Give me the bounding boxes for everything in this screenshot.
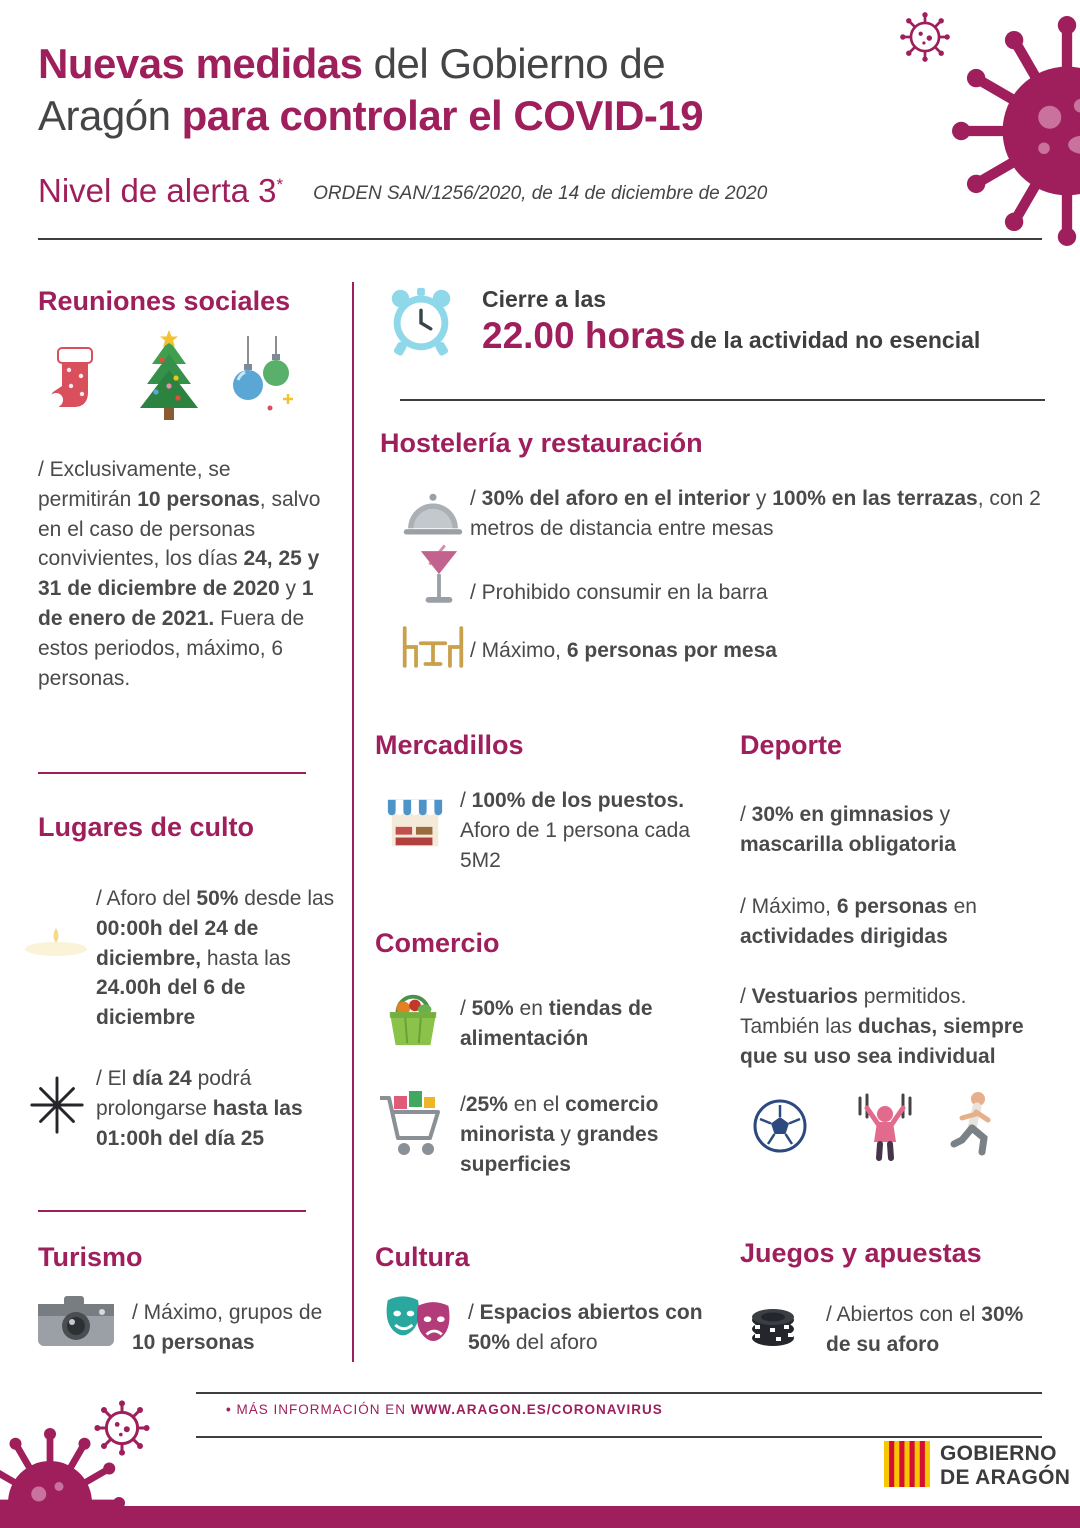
closing-banner xyxy=(482,286,1042,357)
section-title-comercio: Comercio xyxy=(375,928,500,958)
section-title-turismo: Turismo xyxy=(38,1242,143,1272)
logo-line2: DE ARAGÓN xyxy=(940,1465,1071,1489)
page-title-line1: Nuevas medidas del Gobierno de xyxy=(38,40,666,87)
star-icon xyxy=(28,1076,86,1134)
dumbbell-exercise-icon xyxy=(852,1092,918,1162)
section-title-cultura: Cultura xyxy=(375,1242,470,1272)
shopping-cart-icon xyxy=(378,1086,444,1160)
footer-divider-top xyxy=(196,1392,1042,1394)
order-reference: ORDEN SAN/1256/2020, de 14 de diciembre de 2020 xyxy=(313,183,768,204)
alert-asterisk: * xyxy=(276,175,284,194)
alarm-clock-icon xyxy=(382,282,460,360)
alert-level xyxy=(38,172,283,210)
comercio-item-alimentacion: / 50% en tiendas de alimentación xyxy=(460,997,653,1050)
section-title-reuniones: Reuniones sociales xyxy=(38,286,291,316)
section-title-hosteleria: Hostelería y restauración xyxy=(380,428,703,458)
vertical-divider xyxy=(352,282,354,1362)
reuniones-body: / Exclusivamente, se permitirán 10 personas, salvo en el caso de personas convivientes, los días 24, 25 y 31 de diciembre de 2020 y 1 de enero de 2021. Fuera de estos periodos, máximo, 6 personas. xyxy=(38,458,321,690)
cultura-item: / Espacios abiertos con 50% del aforo xyxy=(468,1301,703,1354)
logo-line1: GOBIERNO xyxy=(940,1442,1057,1465)
virus-icon xyxy=(952,16,1080,246)
culto-item-dia24: / El día 24 podrá prolongarse hasta las 01:00h del día 25 xyxy=(96,1067,303,1150)
closing-time-value: 22.00 horas xyxy=(482,315,686,356)
hosteleria-item-aforo: / 30% del aforo en el interior y 100% en las terrazas, con 2 metros de distancia entre mesas xyxy=(470,487,1041,540)
turismo-item: / Máximo, grupos de 10 personas xyxy=(132,1301,323,1354)
section-title-deporte: Deporte xyxy=(740,730,843,760)
hosteleria-item-mesa: / Máximo, 6 personas por mesa xyxy=(470,639,777,662)
poker-chips-icon xyxy=(748,1292,806,1350)
market-stall-icon xyxy=(384,792,446,854)
footer-info: • MÁS INFORMACIÓN EN WWW.ARAGON.ES/CORONAVIRUS xyxy=(226,1402,663,1417)
christmas-tree-icon xyxy=(126,328,212,432)
candle-icon xyxy=(20,922,92,962)
closing-line2-rest: de la actividad no esencial xyxy=(690,327,981,353)
soccer-ball-icon xyxy=(752,1098,808,1154)
christmas-stocking-icon xyxy=(42,340,104,432)
section-title-juegos: Juegos y apuestas xyxy=(740,1238,982,1268)
hosteleria-item-barra: / Prohibido consumir en la barra xyxy=(470,581,768,604)
header-divider xyxy=(38,238,1042,240)
alert-level-text: Nivel de alerta 3 xyxy=(38,172,277,209)
table-and-chairs-icon xyxy=(400,624,466,670)
mercadillos-item: / 100% de los puestos. Aforo de 1 persona cada 5M2 xyxy=(460,789,690,872)
alert-row xyxy=(38,172,767,210)
cocktail-icon xyxy=(418,543,460,609)
deporte-item-vestuarios: / Vestuarios permitidos. También las duchas, siempre que su uso sea individual xyxy=(740,985,1024,1068)
section-title-culto: Lugares de culto xyxy=(38,812,255,842)
camera-icon xyxy=(36,1292,116,1350)
page-title xyxy=(38,38,878,142)
culto-item-aforo: / Aforo del 50% desde las 00:00h del 24 de diciembre, hasta las 24.00h del 6 de diciembre xyxy=(96,887,335,1030)
left-divider-2 xyxy=(38,1210,306,1212)
deporte-item-gimnasios: / 30% en gimnasios y mascarilla obligatoria xyxy=(740,803,956,856)
grocery-basket-icon xyxy=(382,985,444,1049)
ornaments-icon xyxy=(226,336,298,426)
closing-line2 xyxy=(482,315,1042,357)
page-title-line2: Aragón para controlar el COVID-19 xyxy=(38,92,704,140)
left-divider-1 xyxy=(38,772,306,774)
aragon-flag-logo xyxy=(884,1441,930,1487)
serving-dish-icon xyxy=(402,490,464,540)
runner-icon xyxy=(948,1090,1000,1158)
closing-line1: Cierre a las xyxy=(482,286,607,312)
theater-masks-icon xyxy=(382,1294,456,1352)
government-logo-text xyxy=(940,1442,1070,1489)
closing-divider xyxy=(400,399,1045,401)
footer-divider-bottom xyxy=(196,1436,1042,1438)
comercio-item-minorista: /25% en el comercio minorista y grandes superficies xyxy=(460,1093,659,1176)
juegos-item: / Abiertos con el 30% de su aforo xyxy=(826,1303,1024,1356)
deporte-item-actividades: / Máximo, 6 personas en actividades dirigidas xyxy=(740,895,977,948)
bottom-accent-bar xyxy=(0,1506,1080,1528)
virus-outline-icon xyxy=(898,10,952,64)
section-title-mercadillos: Mercadillos xyxy=(375,730,524,760)
